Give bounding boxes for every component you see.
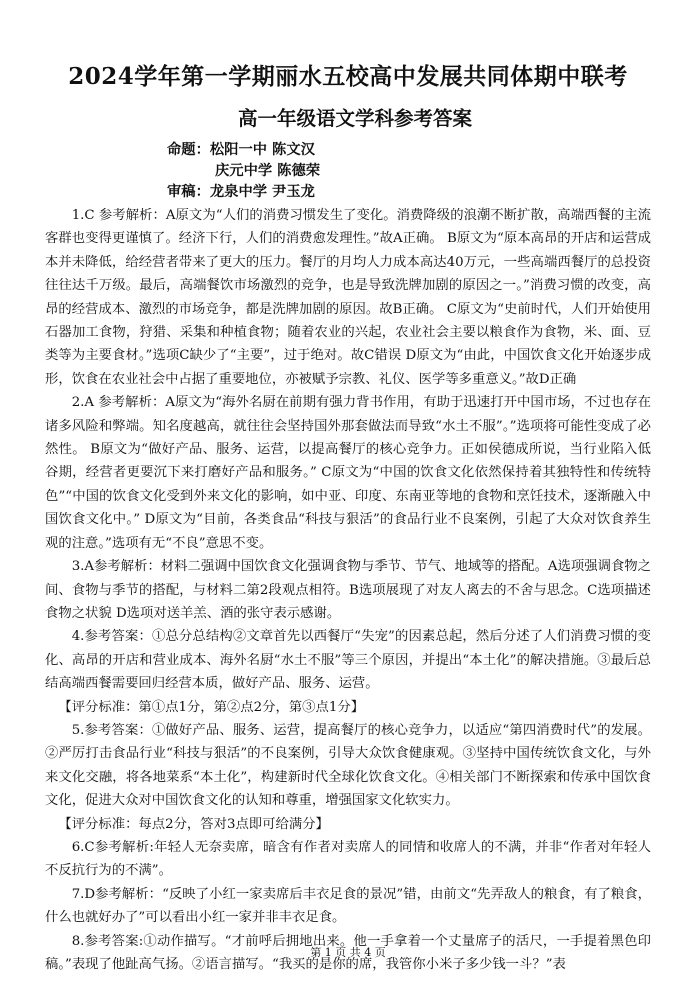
document-subtitle: 高一年级语文学科参考答案 bbox=[237, 107, 472, 130]
author-line-reviewer: 审稿：龙泉中学 尹玉龙 bbox=[167, 184, 315, 200]
document-title: 2024学年第一学期丽水五校高中发展共同体期中联考 bbox=[68, 63, 628, 90]
author-block bbox=[167, 140, 320, 203]
author-line-coauthor: 庆元中学 陈德荣 bbox=[215, 163, 321, 179]
answer-item-4: 4.参考答案：①总分总结构②文章首先以西餐厅“失宠”的因素总起，然后分述了人们消费习惯的变化、高昂的开店和营业成本、海外名厨“水土不服”等三个原因，并提出“本土化”的解决措施。③最后总结高端西餐需要回归经营本质，做好产品、服务、运营。 bbox=[45, 629, 651, 692]
answer-item-3: 3.A参考解析：材料二强调中国饮食文化强调食物与季节、节气、地域等的搭配。A选项强调食物之间、食物与季节的搭配，与材料二第2段观点相符。B选项展现了对友人离去的不舍与思念。C选项描述食物之状貌 D选项对送羊羔、酒的张守表示感谢。 bbox=[45, 559, 651, 621]
answer-item-6: 6.C参考解析:年轻人无奈卖席，暗含有作者对卖席人的同情和收席人的不满，并非“作者对年轻人不反抗行为的不满”。 bbox=[45, 839, 651, 879]
answer-item-7: 7.D参考解析：“反映了小红一家卖席后丰衣足食的景况”错，由前文“先弄敌人的粮食，有了粮食，什么也就好办了”可以看出小红一家并非丰衣足食。 bbox=[45, 886, 651, 926]
scoring-criteria-5: 【评分标准：每点2分，答对3点即可给满分】 bbox=[58, 816, 329, 832]
answer-item-5: 5.参考答案：①做好产品、服务、运营，提高餐厅的核心竞争力，以适应“第四消费时代”的发展。②严厉打击食品行业“科技与狠活”的不良案例，引导大众饮食健康观。③坚持中国传统饮食文化，与外来文化交融，将各地菜系“本土化”，构建新时代全球化饮食文化。④相关部门不断探索和传承中国饮食文化，促进大众对中国饮食文化的认知和尊重，增强国家文化软实力。 bbox=[45, 722, 651, 809]
answer-item-1: 1.C 参考解析：A原文为“人们的消费习惯发生了变化。消费降级的浪潮不断扩散，高端西餐的主流客群也变得更谨慎了。经济下行，人们的消费愈发理性。”故A正确。 B原文为“原本高昂的开店和运营成本并未降低，给经营者带来了更大的压力。餐厅的月均人力成本高达40万元，一些高端西餐厅的总投资往往达千万级。最后，高端餐饮市场激烈的竞争，也是导致洗牌加剧的原因之一。”消费习惯的改变，高昂的经营成本、激烈的市场竞争，都是洗牌加剧的原因。故B正确。 C原文为“史前时代，人们开始使用石器加工食物，狩猎、采集和种植食物；随着农业的兴起，农业社会主要以粮食作为食物，米、面、豆类等为主要食材。”选项C缺少了“主要”，过于绝对。故C错误 D原文为“由此，中国饮食文化开始逐步成形，饮食在农业社会中占据了重要地位，亦被赋予宗教、礼仪、医学等多重意义。”故D正确 bbox=[45, 208, 651, 387]
answer-item-2: 2.A 参考解析：A原文为“海外名厨在前期有强力背书作用，有助于迅速打开中国市场，不过也存在诸多风险和弊端。知名度越高，就往往会坚持国外那套做法而导致“水土不服”。”选项将可能性变成了必然性。 B原文为“做好产品、服务、运营，以提高餐厅的核心竞争力。正如侯德成所说，当行业陷入低谷期，经营者更要沉下来打磨好产品和服务。” C原文为“中国的饮食文化依然保持着其独特性和传统特色”“中国的饮食文化受到外来文化的影响，如中亚、印度、东南亚等地的食物和烹饪技术，逐渐融入中国饮食文化中。” D原文为“目前，各类食品“科技与狠活”的食品行业不良案例，引起了大众对饮食养生观的注意。”选项有无“不良”意思不变。 bbox=[45, 395, 651, 551]
page-footer: 第 1 页 共 4 页 bbox=[310, 946, 386, 959]
author-line-proposer: 命题：松阳一中 陈文汉 bbox=[167, 142, 315, 158]
answer-item-8: 8.参考答案:①动作描写。“才前呼后拥地出来。他一手拿着一个丈量席子的活尺，一手提着黑色印稿。”表现了他趾高气扬。②语言描写。“我买的是你的席，我管你小米子多少钱一斗？”表 bbox=[45, 933, 651, 972]
scoring-criteria-4: 【评分标准：第①点1分，第②点2分，第③点1分】 bbox=[58, 699, 365, 715]
answer-body bbox=[45, 204, 651, 976]
